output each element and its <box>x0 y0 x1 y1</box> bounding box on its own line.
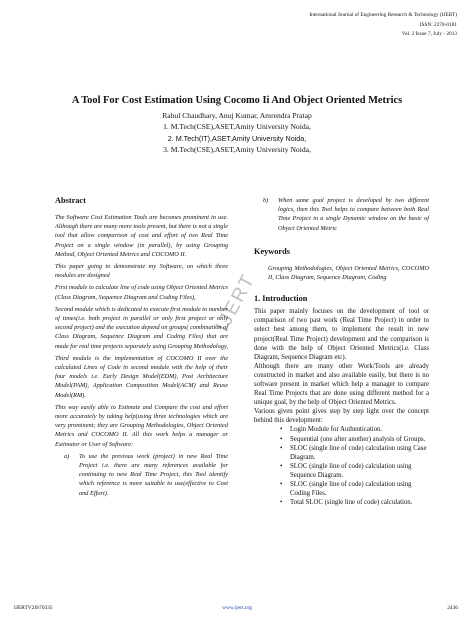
affiliation-2: 2. M.Tech(IT),ASET,Amity University Noida, <box>167 133 307 143</box>
bullet-icon: • <box>280 435 283 443</box>
intro-bullet-list <box>254 425 429 507</box>
author-block <box>0 110 474 155</box>
bullet-item <box>254 444 429 462</box>
keywords-heading: Keywords <box>254 246 290 256</box>
bullet-text: Total SLOC (single line of code) calculation. <box>290 499 413 507</box>
intro-paragraph: Although there are many other Work/Tools are already constructed in market and also available easily, but there is no software present in market which help a manager to compare Real Time Projects that are done using different method for a unique goal, by the help of Object Oriented Metrics. <box>254 362 429 407</box>
abstract-paragraph: This paper going to demonstrate my Software, on which three modules are designed <box>55 263 228 280</box>
abstract-list <box>55 452 228 498</box>
intro-paragraph: This paper mainly focuses on the development of tool or comparison of two past work (Real Time Project) in order to select best among them, to implement the result in new project(Real Time Project) development and the comparison is done with the help of Object Oriented Metrics(i.e. Class Diagram, Sequence Diagram etc). <box>254 308 429 361</box>
author-names: Rahul Chaudhary, Anuj Kumar, Amrendra Pratap <box>162 111 312 120</box>
abstract-heading: Abstract <box>55 196 86 205</box>
intro-heading: 1. Introduction <box>254 294 308 304</box>
abstract-paragraph: Second module which is dedicated to execute first module to number of times(i.e. both project in parallel or only first project or only second project) and the execution depend on groups( combination of Class Diagram, Sequence Diagram and Coding Files) that are made for real time projects separately using Grouping Methodology, <box>55 305 228 350</box>
bullet-icon: • <box>280 462 283 470</box>
bullet-icon: • <box>280 426 283 434</box>
list-item <box>55 452 228 498</box>
abstract-paragraph: The Software Cost Estimation Tools are becomes prominent in use. Although there are many more tools present, but there is not a single tool that allow comparison of cost and effort of two Real Time Project on a single window (in parallel), by using Grouping Method, Object Oriented Metrics and COCOMO II. <box>55 214 228 258</box>
bullet-text: SLOC (single line of code) calculation using Coding Files. <box>290 481 412 498</box>
footer-website-link[interactable]: www.ijert.org <box>222 605 252 611</box>
list-text: To use the previous work (project) in new Real Time Project i.e. there are many references available for continuing to new Real Time Project, this Tool identify which reference is more suitable to use(effective to Cost and Effort). <box>79 452 228 497</box>
paper-title: A Tool For Cost Estimation Using Cocomo Ii And Object Oriented Metrics <box>71 95 403 106</box>
volume-issue: Vol. 2 Issue 7, July - 2013 <box>401 31 457 38</box>
abstract-list-continued <box>254 196 429 233</box>
issn: ISSN: 2278-0181 <box>419 21 457 28</box>
footer-page-number: 2436 <box>447 605 458 611</box>
watermark: IJERT <box>211 270 260 336</box>
list-marker: b) <box>263 197 269 204</box>
bullet-item <box>254 425 429 434</box>
affiliation-3: 3. M.Tech(CSE),ASET,Amity University Noida, <box>163 144 311 154</box>
bullet-icon: • <box>280 481 283 488</box>
bullet-item <box>254 498 429 507</box>
abstract-paragraph: This way easily able to Estimate and Compare the cost and effort more accurately by taking help(using three technologies which are very prominent; they are Grouping Methodologies, Object Oriented Metrics and COCOMO II. All this work helps a manager or Estimator or User of Software: <box>55 403 228 448</box>
affiliation-1: 1. M.Tech(CSE),ASET,Amity University Noida, <box>163 122 311 132</box>
bullet-text: SLOC (single line of code) calculation using Sequence Diagram. <box>290 462 412 479</box>
intro-paragraph: Various given point gives step by step light over the concept behind this development: <box>254 408 429 425</box>
list-marker: a) <box>64 452 70 460</box>
bullet-text: SLOC (single line of code) calculation using Case Diagram. <box>290 444 427 461</box>
bullet-text: Sequential (one after another) analysis of Groups. <box>290 435 426 443</box>
journal-header <box>309 11 457 40</box>
bullet-icon: • <box>280 499 283 507</box>
bullet-item <box>254 480 429 498</box>
list-text: When same goal project is developed by two different logics, then this Tool helps to compare between both Real Time Project in a single Dynamic window on the basic of Object Oriented Metric <box>278 197 429 232</box>
bullet-item <box>254 435 429 444</box>
list-item <box>254 196 429 233</box>
abstract-paragraph: Third module is the implementation of COCOMO II over the calculated Lines of Code in second module with the help of their four models i.e. Early Design Model(EDM), Post Architecture Model(PAM), Application Composition Model(ACM) and Reuse Model(RM). <box>55 354 228 399</box>
bullet-item <box>254 462 429 480</box>
bullet-icon: • <box>280 444 283 452</box>
journal-name: International Journal of Engineering Research & Technology (IJERT) <box>309 12 457 18</box>
abstract-paragraph: First module to calculate line of code using Object Oriented Metrics (Class Diagram, Sequence Diagram and Coding Files), <box>55 284 228 301</box>
left-column <box>55 196 228 498</box>
right-column <box>254 196 429 507</box>
bullet-text: Login Module for Authentication. <box>290 426 383 434</box>
footer-paper-id: IJERTV2IS70335 <box>14 605 53 611</box>
keywords-text: Grouping Methodologies, Object Oriented Metrics, COCOMO II, Class Diagram, Sequence Diagram, Coding <box>268 264 429 282</box>
